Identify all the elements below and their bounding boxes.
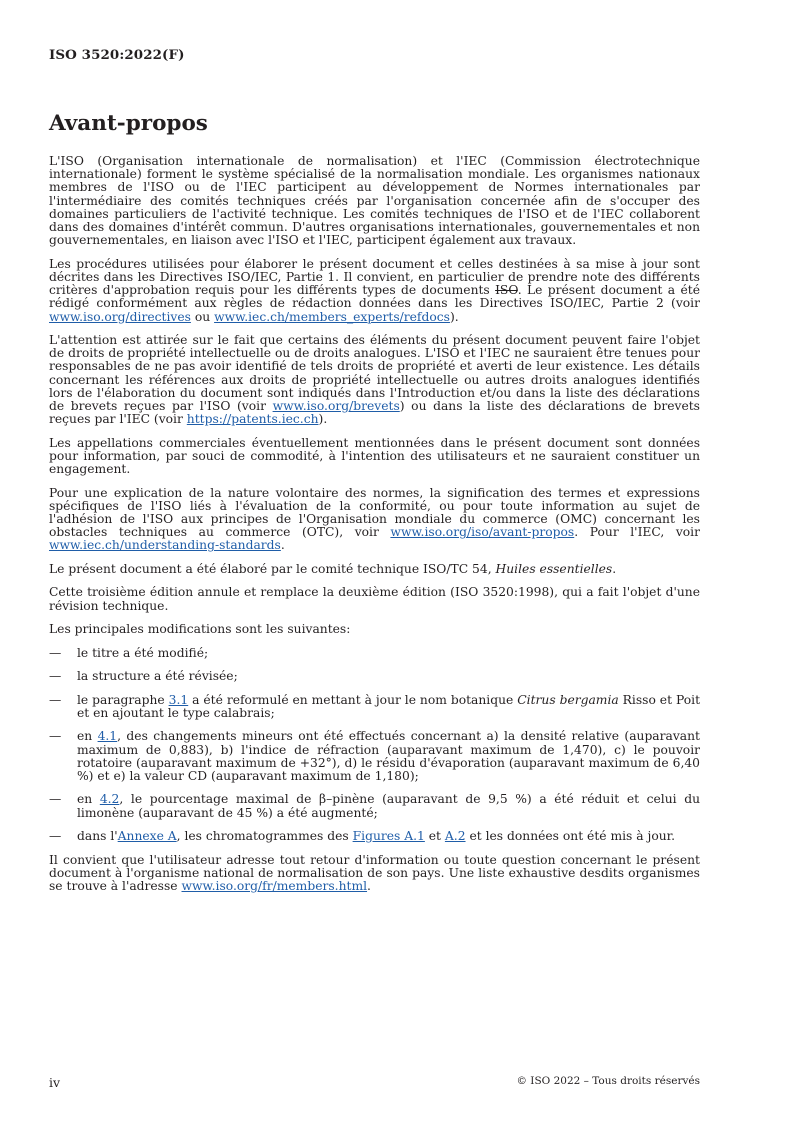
refdocs-link[interactable]: www.iec.ch/members_experts/refdocs [214, 309, 450, 324]
clause-3-1-link[interactable]: 3.1 [168, 692, 189, 707]
paragraph-voluntary-nature: Pour une explication de la nature volontaire des normes, la signification des termes et expressions spécifiques de l'ISO liés à l'évaluation de la conformité, ou pour toute information au sujet de l'adhésion de l'ISO aux principes de l'Organisation mondiale du commerce (OMC) concernant les obstacles techniques au commerce (OTC), voir www.iso.org/iso/avant-propos. Pour l'IEC, voir www.iec.ch/understanding-standards. [49, 485, 700, 553]
list-item: — la structure a été révisée; [49, 669, 238, 684]
directives-link[interactable]: www.iso.org/directives [49, 309, 191, 324]
paragraph-iso-iec: L'ISO (Organisation internationale de normalisation) et l'IEC (Commission électrotechnique internationale) forment le système spécialisé de la normalisation mondiale. Les organismes nationaux membres de l'ISO ou de l'IEC participent au développement de Normes internationales par l'intermédiaire des comités techniques créés par l'organisation concernée afin de s'occuper des domaines particuliers de l'activité technique. Les comités techniques de l'ISO et de l'IEC collaborent dans des domaines d'intérêt commun. D'autres organisations internationales, gouvernementales et non gouvernementales, en liaison avec l'ISO et l'IEC, participent également aux travaux. [49, 154, 700, 248]
dash-bullet: — [49, 645, 62, 660]
paragraph-edition: Cette troisième édition annule et remplace la deuxième édition (ISO 3520:1998), qui a fait l'objet d'une révision technique. [49, 585, 700, 613]
committee-title: Huiles essentielles [495, 561, 613, 576]
list-item: — en 4.1, des changements mineurs ont été effectués concernant a) la densité relative (auparavant maximum de 0,883), b) l'indice de réfraction (auparavant maximum de 1,470), c) le pouvoir rotatoire (auparavant maximum de +32°), d) le résidu d'évaporation (auparavant maximum de 6,40 %) et e) la valeur CD (auparavant maximum de 1,180); [49, 729, 700, 783]
page-title: Avant-propos [49, 111, 208, 136]
members-link[interactable]: www.iso.org/fr/members.html [181, 879, 368, 894]
clause-4-2-link[interactable]: 4.2 [99, 792, 120, 807]
list-item: — dans l'Annexe A, les chromatogrammes des Figures A.1 et A.2 et les données ont été mis à jour. [49, 829, 676, 844]
paragraph-patents: L'attention est attirée sur le fait que certains des éléments du présent document peuvent faire l'objet de droits de propriété intellectuelle ou de droits analogues. L'ISO et l'IEC ne sauraient être tenues pour responsables de ne pas avoir identifié de tels droits de propriété et averti de leur existence. Les détails concernant les références aux droits de propriété intellectuelle ou autres droits analogues identifiés lors de l'élaboration du document sont indiqués dans l'Introduction et/ou dans la liste des déclarations de brevets reçues par l'ISO (voir www.iso.org/brevets) ou dans la liste des déclarations de brevets reçues par l'IEC (voir https://patents.iec.ch). [49, 333, 700, 427]
paragraph-feedback: Il convient que l'utilisateur adresse tout retour d'information ou toute question concernant le présent document à l'organisme national de normalisation de son pays. Une liste exhaustive desdits organismes se trouve à l'adresse www.iso.org/fr/members.html. [49, 852, 700, 894]
list-item: — en 4.2, le pourcentage maximal de β–pinène (auparavant de 9,5 %) a été réduit et celui du limonène (auparavant de 45 %) a été augmenté; [49, 792, 700, 820]
document-page [49, 0, 700, 1122]
paragraph-trade-names: Les appellations commerciales éventuellement mentionnées dans le présent document sont données pour information, par souci de commodité, à l'intention des utilisateurs et ne sauraient constituer un engagement. [49, 435, 700, 477]
list-item: — le titre a été modifié; [49, 645, 209, 660]
clause-4-1-link[interactable]: 4.1 [97, 729, 118, 744]
iso-patents-link[interactable]: www.iso.org/brevets [272, 399, 400, 414]
figure-a2-link[interactable]: A.2 [444, 829, 466, 844]
iso-foreword-link[interactable]: www.iso.org/iso/avant-propos [390, 525, 575, 540]
struck-text: ISO [495, 283, 518, 298]
copyright-notice: © ISO 2022 – Tous droits réservés [516, 1075, 700, 1087]
botanical-name: Citrus bergamia [517, 692, 619, 707]
paragraph-changes-intro: Les principales modifications sont les suivantes: [49, 622, 351, 637]
foreword-body [49, 155, 700, 904]
list-item: — le paragraphe 3.1 a été reformulé en mettant à jour le nom botanique Citrus bergamia Risso et Poit et en ajoutant le type calabrais; [49, 692, 701, 720]
paragraph-procedures: Les procédures utilisées pour élaborer le présent document et celles destinées à sa mise à jour sont décrites dans les Directives ISO/IEC, Partie 1. Il convient, en particulier de prendre note des différents critères d'approbation requis pour les différents types de documents ISO. Le présent document a été rédigé conformément aux règles de rédaction données dans les Directives ISO/IEC, Partie 2 (voir www.iso.org/directives ou www.iec.ch/members_experts/refdocs). [49, 256, 700, 324]
dash-bullet: — [49, 669, 62, 684]
dash-bullet: — [49, 829, 62, 844]
iec-patents-link[interactable]: https://patents.iec.ch [186, 412, 319, 427]
annex-a-link[interactable]: Annexe A [117, 829, 177, 844]
paragraph-committee: Le présent document a été élaboré par le comité technique ISO/TC 54, Huiles essentielles. [49, 561, 617, 576]
page-number: iv [49, 1075, 61, 1090]
dash-bullet: — [49, 729, 62, 744]
dash-bullet: — [49, 792, 62, 807]
iec-understanding-link[interactable]: www.iec.ch/understanding-standards [49, 538, 281, 553]
standard-header: ISO 3520:2022(F) [49, 47, 185, 63]
dash-bullet: — [49, 692, 62, 707]
figure-a1-link[interactable]: Figures A.1 [352, 829, 425, 844]
